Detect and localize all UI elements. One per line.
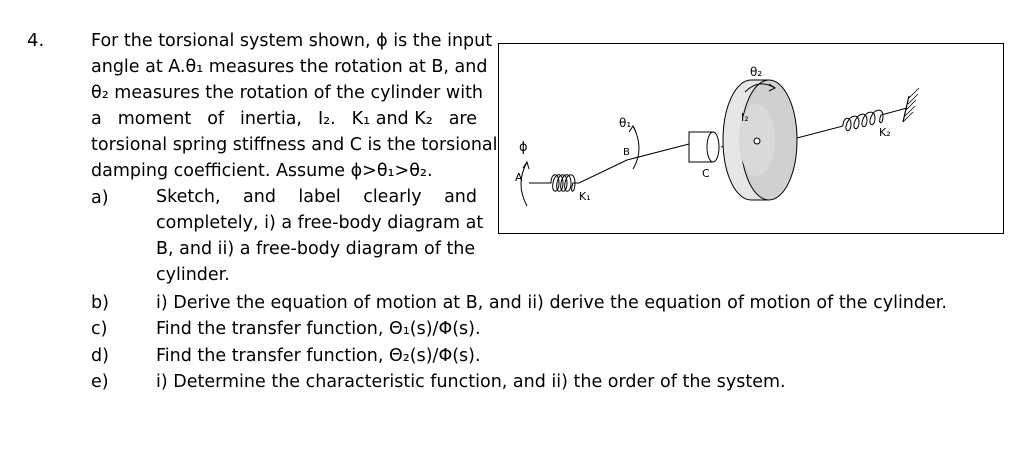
statement-text: For the torsional system shown, ϕ is the input bbox=[91, 31, 493, 51]
part-a-text bbox=[156, 184, 484, 288]
part-d-label: d) bbox=[91, 346, 109, 366]
statement-word: moment bbox=[117, 109, 192, 129]
part-c-text: Find the transfer function, Θ₁(s)/Φ(s). bbox=[156, 319, 481, 339]
problem-number: 4. bbox=[27, 30, 45, 51]
theta2-label: θ₂ bbox=[750, 65, 763, 79]
statement-text: θ₂ measures the rotation of the cylinder with bbox=[91, 83, 484, 103]
statement-line bbox=[91, 54, 488, 80]
theta1-arc bbox=[633, 126, 639, 169]
spring-k2 bbox=[843, 108, 907, 131]
part-a-line bbox=[156, 210, 484, 236]
part-a-text-line: completely, i) a free-body diagram at bbox=[156, 213, 484, 233]
statement-text: θ₁ measures the rotation at B, and bbox=[185, 57, 488, 77]
part-a-word: label bbox=[298, 187, 341, 207]
statement-line bbox=[91, 132, 498, 158]
statement-word: are bbox=[448, 109, 477, 129]
statement-line bbox=[91, 106, 477, 132]
wall-hatching bbox=[903, 88, 919, 122]
torsional-system-figure bbox=[498, 43, 1004, 234]
statement-line bbox=[91, 28, 493, 54]
point-b-label: B bbox=[623, 147, 630, 158]
inertia-i2-label: I₂ bbox=[741, 111, 749, 124]
problem-statement bbox=[91, 28, 498, 184]
statement-line bbox=[91, 158, 477, 184]
part-a-word: Sketch, bbox=[156, 187, 221, 207]
part-a-label: a) bbox=[91, 188, 109, 208]
part-a-word: and bbox=[444, 187, 477, 207]
damper-c-label: C bbox=[702, 167, 710, 180]
spring-k1 bbox=[529, 160, 627, 191]
statement-word: inertia, bbox=[240, 109, 302, 129]
statement-word: of bbox=[207, 109, 225, 129]
statement-text: damping coefficient. Assume ϕ>θ₁>θ₂. bbox=[91, 161, 433, 181]
phi-label: ϕ bbox=[519, 140, 528, 155]
input-rotation-arrow bbox=[521, 162, 527, 206]
statement-word: a bbox=[91, 109, 102, 129]
part-a-line bbox=[156, 184, 477, 210]
statement-word: I₂. bbox=[317, 109, 336, 129]
cylinder-center-pin bbox=[754, 138, 760, 144]
part-b-label: b) bbox=[91, 293, 109, 313]
part-a-line bbox=[156, 236, 477, 262]
damper-cap bbox=[707, 132, 719, 162]
point-a-label: A bbox=[515, 171, 523, 184]
theta1-label: θ₁ bbox=[619, 116, 632, 130]
shaft-b-to-damper bbox=[627, 144, 689, 160]
part-e-label: e) bbox=[91, 372, 109, 392]
k1-label: K₁ bbox=[579, 190, 591, 203]
part-a-text-line: B, and ii) a free-body diagram of the bbox=[156, 239, 476, 259]
part-c-label: c) bbox=[91, 319, 108, 339]
part-a-word: clearly bbox=[363, 187, 422, 207]
statement-text: angle at A. bbox=[91, 57, 186, 77]
shaft-cylinder-to-k2 bbox=[797, 126, 843, 138]
statement-line bbox=[91, 80, 484, 106]
part-b-text: i) Derive the equation of motion at B, and ii) derive the equation of motion of the cylinder. bbox=[156, 293, 947, 313]
part-a-word: and bbox=[243, 187, 276, 207]
part-a-line bbox=[156, 262, 477, 288]
k2-label: K₂ bbox=[879, 126, 891, 139]
part-e-text: i) Determine the characteristic function, and ii) the order of the system. bbox=[156, 372, 786, 392]
statement-word: K₁ and K₂ bbox=[351, 109, 433, 129]
statement-text: torsional spring stiffness and C is the torsional bbox=[91, 135, 498, 155]
part-d-text: Find the transfer function, Θ₂(s)/Φ(s). bbox=[156, 346, 481, 366]
torsional-system-diagram bbox=[499, 44, 1003, 233]
part-a-text-line: cylinder. bbox=[156, 265, 230, 285]
